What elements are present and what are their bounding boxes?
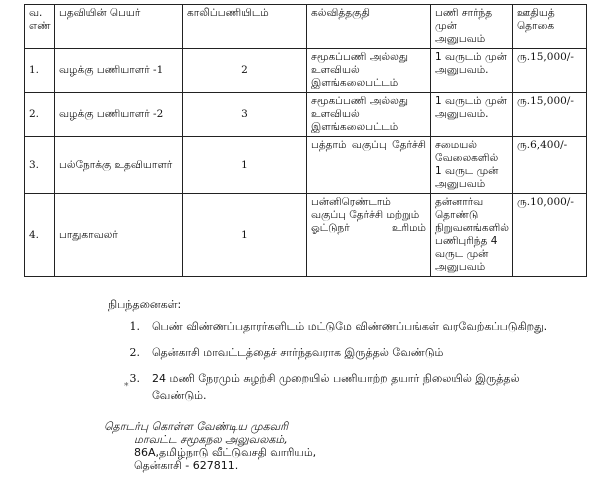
cell-qualification: பன்னிரெண்டாம் வகுப்பு தேர்ச்சி மற்றும் ஓட்டுநர் உரிமம் (307, 194, 431, 277)
header-vacancies: காலிப்பணியிடம் (183, 5, 307, 49)
cell-vacancies: 1 (183, 194, 307, 277)
conditions-title: நிபந்தனைகள்: (108, 298, 182, 311)
cell-experience: 1 வருடம் முன் அனுபவம். (431, 49, 513, 93)
header-salary: ஊதியத் தொகை (513, 5, 587, 49)
cell-qualification: சமூகப்பணி அல்லது உளவியல் இளங்கலைபட்டம் (307, 49, 431, 93)
condition-text: தென்காசி மாவட்டத்தைச் சார்ந்தவராக இருத்தல் வேண்டும் (152, 346, 444, 359)
cell-num: 2. (25, 93, 55, 137)
table-row (25, 137, 587, 194)
table-header-row (25, 5, 587, 49)
cell-salary: ரு.15,000/- (513, 49, 587, 93)
cell-salary: ரு.10,000/- (513, 194, 587, 277)
cell-name: வழக்கு பணியாளர் -2 (55, 93, 183, 137)
conditions-list (108, 318, 568, 413)
cell-qualification: சமூகப்பணி அல்லது உளவியல் இளங்கலைபட்டம் (307, 93, 431, 137)
cell-salary: ரு.15,000/- (513, 93, 587, 137)
contact-line-1: மாவட்ட சமூகநல அலுவலகம், (134, 433, 288, 446)
cell-num: 3. (25, 137, 55, 194)
cell-experience: சமையல் வேலைகளில் 1 வருட முன் அனுபவம் (431, 137, 513, 194)
header-num: வ. எண் (25, 5, 55, 49)
contact-heading: தொடர்பு கொள்ள வேண்டிய முகவரி (104, 420, 289, 433)
condition-text: 24 மணி நேரமும் சுழற்சி முறையில் பணியாற்ற தயார் நிலையில் இருத்தல் வேண்டும். (152, 372, 520, 402)
header-name: பதவியின் பெயர் (55, 5, 183, 49)
condition-text: பெண் விண்ணப்பதாரர்களிடம் மட்டுமே விண்ணப்பங்கள் வரவேற்கப்படுகிறது. (152, 320, 548, 333)
table-row (25, 194, 587, 277)
cell-experience: 1 வருடம் முன் அனுபவம். (431, 93, 513, 137)
cell-name: பல்நோக்கு உதவியாளர் (55, 137, 183, 194)
condition-number: 2. (129, 346, 140, 359)
header-experience: பணி சார்ந்த முன் அனுபவம் (431, 5, 513, 49)
contact-address (104, 420, 316, 472)
vacancy-table (24, 4, 587, 277)
condition-item (108, 318, 568, 335)
cell-vacancies: 3 (183, 93, 307, 137)
cell-num: 4. (25, 194, 55, 277)
table-row (25, 49, 587, 93)
contact-line-2: 86A,தமிழ்நாடு வீட்டுவசதி வாரியம், (134, 446, 317, 459)
cell-name: பாதுகாவலர் (55, 194, 183, 277)
contact-line-3: தென்காசி - 627811. (134, 459, 239, 472)
cell-name: வழக்கு பணியாளர் -1 (55, 49, 183, 93)
cell-vacancies: 2 (183, 49, 307, 93)
cell-num: 1. (25, 49, 55, 93)
cell-experience: தன்னார்வ தொண்டு நிறுவனங்களில் பணிபுரிந்த 4 வருட முன் அனுபவம் (431, 194, 513, 277)
condition-item (108, 370, 568, 404)
condition-number: 1. (129, 320, 140, 333)
cell-qualification: பத்தாம் வகுப்பு தேர்ச்சி (307, 137, 431, 194)
condition-item (108, 344, 568, 361)
condition-number: 3. (129, 372, 140, 385)
stray-mark: * (124, 382, 129, 392)
table-row (25, 93, 587, 137)
cell-vacancies: 1 (183, 137, 307, 194)
header-qualification: கல்வித்தகுதி (307, 5, 431, 49)
cell-salary: ரு.6,400/- (513, 137, 587, 194)
